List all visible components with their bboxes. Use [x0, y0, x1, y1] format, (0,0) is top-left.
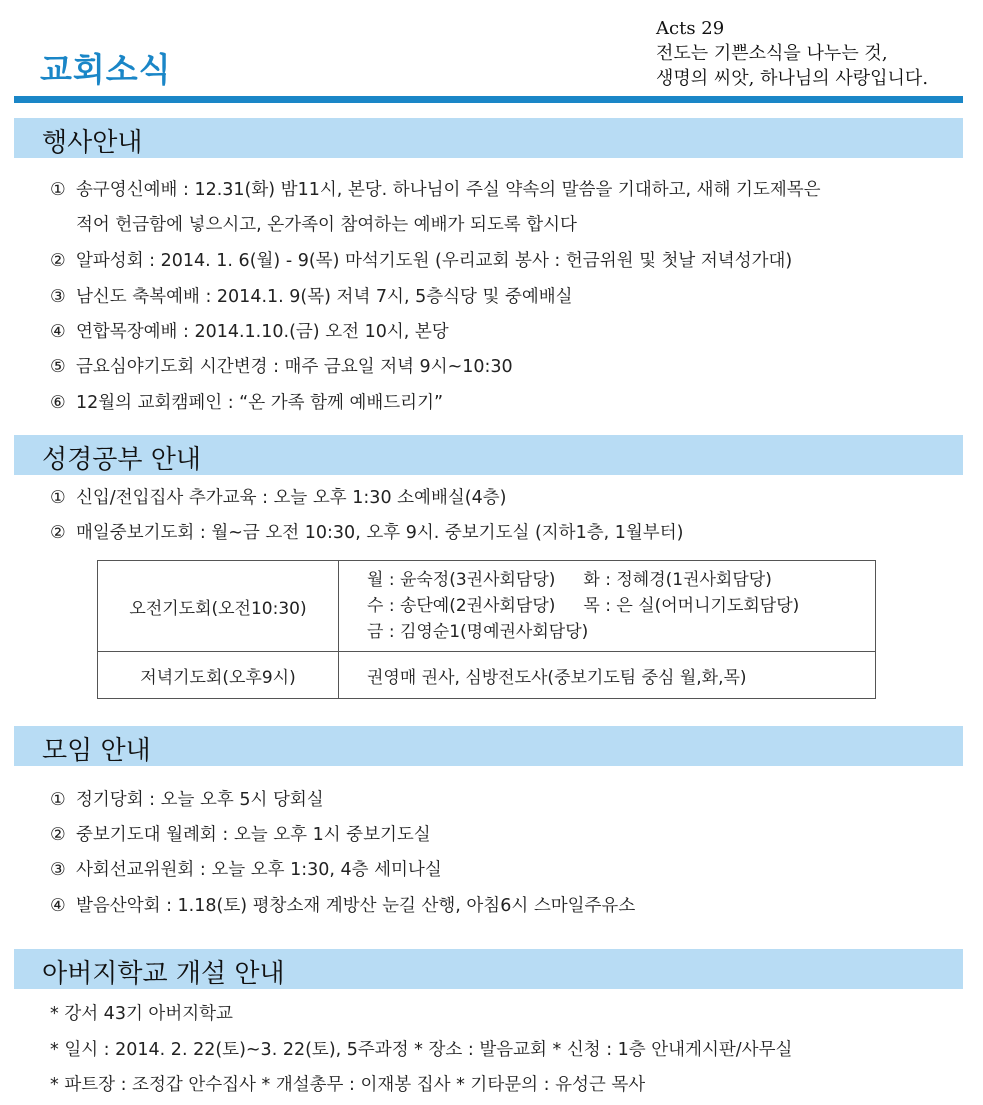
event-item-3 — [50, 283, 573, 308]
father-school-item-1: * 강서 43기 아버지학교 — [50, 1004, 233, 1024]
item-number: ③ — [50, 287, 66, 307]
event-item-4 — [50, 318, 449, 343]
schedule-wed: 수 : 송단예(2권사회담당) — [367, 596, 556, 616]
section-events-header — [14, 118, 963, 158]
morning-label: 오전기도회(오전10:30) — [98, 561, 339, 652]
item-text: 정기당회 : 오늘 오후 5시 당회실 — [76, 790, 324, 810]
item-text: 매일중보기도회 : 월~금 오전 10:30, 오후 9시. 중보기도실 (지하1층, 1월부터) — [76, 523, 684, 543]
page-title: 교회소식 — [40, 50, 172, 89]
verse-block — [656, 16, 928, 91]
meeting-item-1 — [50, 786, 324, 811]
evening-label: 저녁기도회(오후9시) — [98, 652, 339, 699]
event-item-6 — [50, 389, 443, 414]
verse-line-1: 전도는 기쁜소식을 나누는 것, — [656, 43, 888, 64]
table-row-evening — [98, 652, 876, 699]
item-number: ① — [50, 790, 66, 810]
item-number: ② — [50, 523, 66, 543]
verse-ref: Acts 29 — [656, 18, 725, 39]
morning-schedule — [339, 561, 876, 652]
item-text: 연합목장예배 : 2014.1.10.(금) 오전 10시, 본당 — [76, 322, 449, 342]
header-divider — [14, 96, 963, 103]
section-meetings-title: 모임 안내 — [42, 736, 151, 766]
schedule-tue: 화 : 정혜경(1권사회담당) — [583, 570, 772, 590]
event-item-1 — [50, 176, 821, 201]
event-item-2 — [50, 247, 792, 272]
item-text: 12월의 교회캠페인 : “온 가족 함께 예배드리기” — [76, 393, 444, 413]
section-father-school-header — [14, 949, 963, 989]
father-school-item-2: * 일시 : 2014. 2. 22(토)~3. 22(토), 5주과정 * 장소 : 발음교회 * 신청 : 1층 안내게시판/사무실 — [50, 1040, 793, 1060]
item-number: ③ — [50, 860, 66, 880]
bible-item-1 — [50, 484, 506, 509]
schedule-line — [367, 567, 874, 593]
item-text: 신입/전입집사 추가교육 : 오늘 오후 1:30 소예배실(4층) — [76, 488, 507, 508]
item-number: ④ — [50, 896, 66, 916]
item-number: ④ — [50, 322, 66, 342]
section-bible-header — [14, 435, 963, 475]
item-number: ② — [50, 251, 66, 271]
schedule-mon: 월 : 윤숙정(3권사회담당) — [367, 570, 556, 590]
section-meetings-header — [14, 726, 963, 766]
item-text: 적어 헌금함에 넣으시고, 온가족이 참여하는 예배가 되도록 합시다 — [76, 215, 577, 235]
item-text: 금요심야기도회 시간변경 : 매주 금요일 저녁 9시~10:30 — [76, 357, 513, 377]
bible-item-2 — [50, 519, 683, 544]
schedule-line — [367, 593, 874, 619]
item-text: 발음산악회 : 1.18(토) 평창소재 계방산 눈길 산행, 아침6시 스마일주유소 — [76, 896, 636, 916]
meeting-item-2 — [50, 821, 431, 846]
section-events-title: 행사안내 — [42, 128, 143, 158]
item-number: ⑥ — [50, 393, 66, 413]
table-row-morning — [98, 561, 876, 652]
item-number: ⑤ — [50, 357, 66, 377]
prayer-schedule-table — [97, 560, 876, 699]
section-bible-title: 성경공부 안내 — [42, 445, 201, 475]
event-item-1-cont — [50, 211, 577, 236]
item-text: 송구영신예배 : 12.31(화) 밤11시, 본당. 하나님이 주실 약속의 말씀을 기대하고, 새해 기도제목은 — [76, 180, 821, 200]
meeting-item-3 — [50, 856, 442, 881]
item-number: ① — [50, 488, 66, 508]
item-text: 남신도 축복예배 : 2014.1. 9(목) 저녁 7시, 5층식당 및 중예배실 — [76, 287, 573, 307]
schedule-line — [367, 619, 874, 645]
schedule-fri: 금 : 김영순1(명예권사회담당) — [367, 622, 589, 642]
evening-schedule: 권영매 권사, 심방전도사(중보기도팀 중심 월,화,목) — [339, 652, 876, 699]
event-item-5 — [50, 353, 513, 378]
father-school-item-3: * 파트장 : 조정갑 안수집사 * 개설총무 : 이재봉 집사 * 기타문의 : 유성근 목사 — [50, 1075, 646, 1095]
item-number: ① — [50, 180, 66, 200]
schedule-thu: 목 : 은 실(어머니기도회담당) — [583, 596, 800, 616]
meeting-item-4 — [50, 892, 635, 917]
item-text: 사회선교위원회 : 오늘 오후 1:30, 4층 세미나실 — [76, 860, 442, 880]
verse-line-2: 생명의 씨앗, 하나님의 사랑입니다. — [656, 68, 929, 89]
item-text: 중보기도대 월례회 : 오늘 오후 1시 중보기도실 — [76, 825, 431, 845]
section-father-school-title: 아버지학교 개설 안내 — [42, 959, 285, 989]
item-text: 알파성회 : 2014. 1. 6(월) - 9(목) 마석기도원 (우리교회 봉사 : 헌금위원 및 첫날 저녁성가대) — [76, 251, 793, 271]
item-number: ② — [50, 825, 66, 845]
